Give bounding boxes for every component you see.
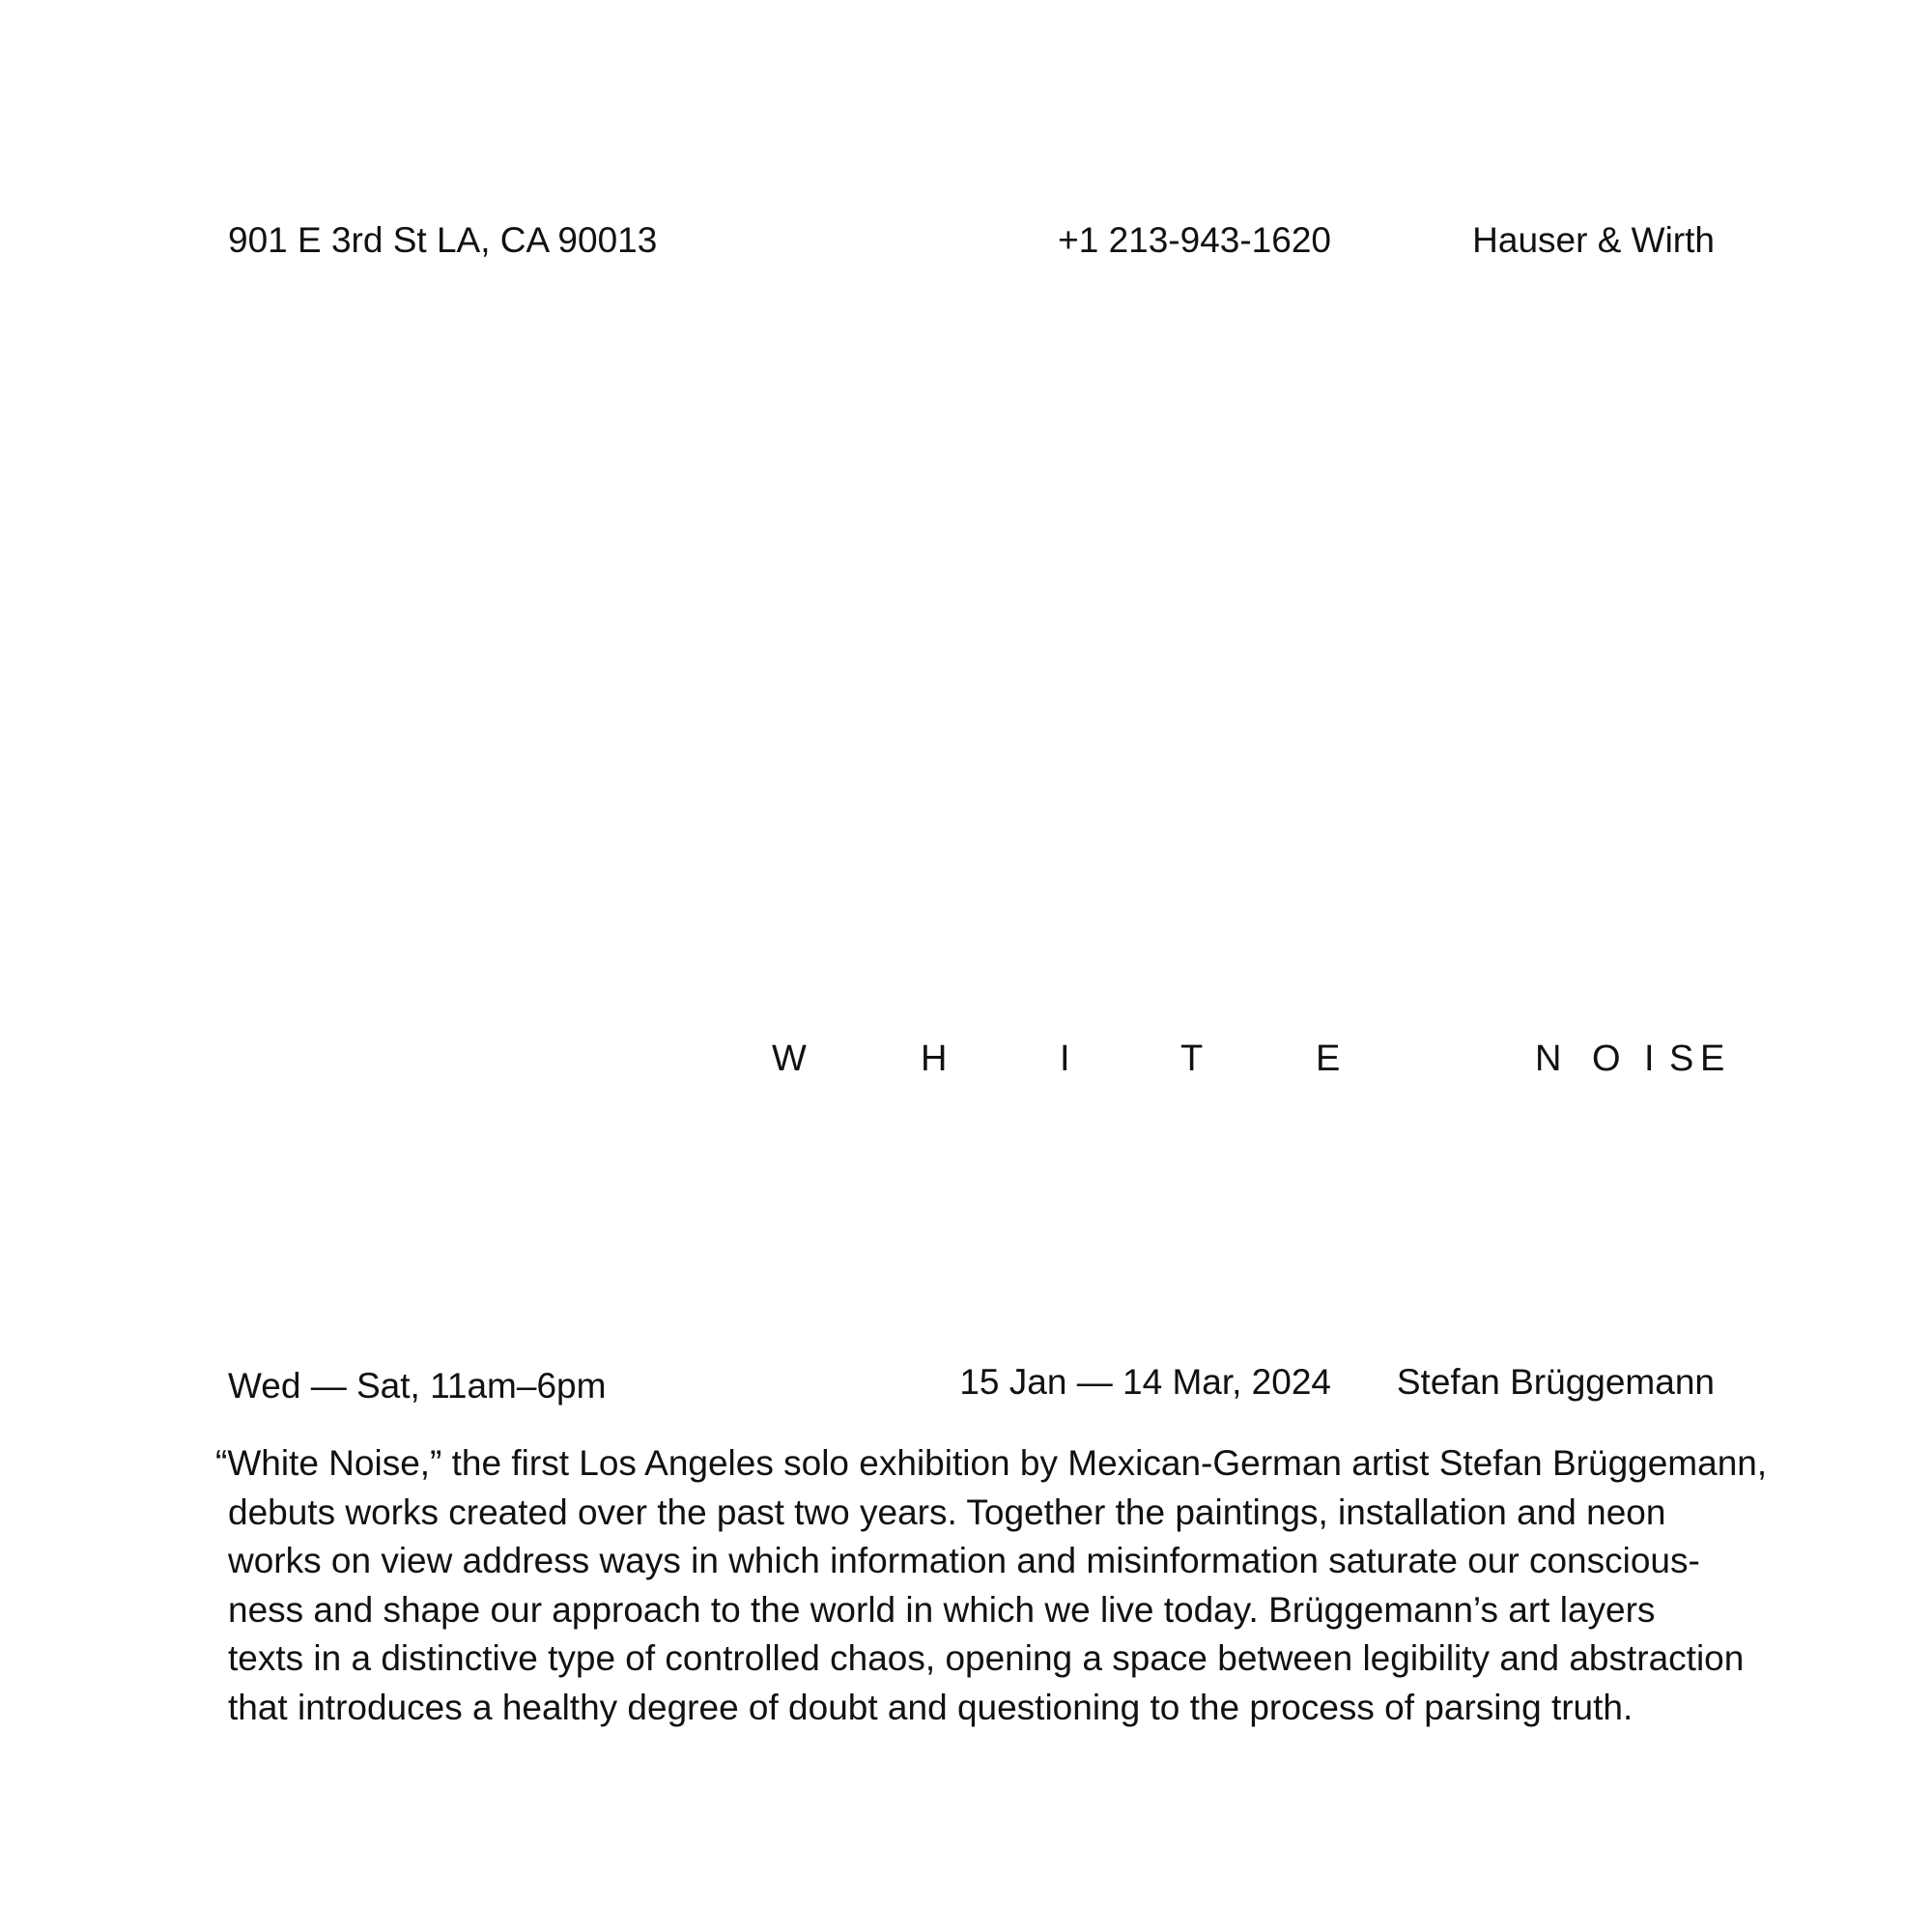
- description-line: works on view address ways in which information and misinformation saturate our conscious-: [228, 1541, 1700, 1580]
- title-letter: T: [1180, 1038, 1204, 1079]
- artist-name: Stefan Brüggemann: [1396, 1362, 1715, 1402]
- description-line: texts in a distinctive type of controlled chaos, opening a space between legibility and abstraction: [228, 1638, 1745, 1678]
- title-letter: O: [1592, 1038, 1621, 1079]
- title-letter: E: [1700, 1038, 1725, 1079]
- exhibition-description: [215, 1439, 1768, 1732]
- exhibition-dates: 15 Jan — 14 Mar, 2024: [959, 1362, 1331, 1402]
- title-letter: I: [1644, 1038, 1655, 1079]
- gallery-phone: +1 213-943-1620: [1058, 220, 1331, 260]
- title-letter: S: [1669, 1038, 1694, 1079]
- description-line: that introduces a healthy degree of doubt and questioning to the process of parsing truth.: [228, 1687, 1634, 1727]
- title-letter: N: [1535, 1038, 1562, 1079]
- description-line: ness and shape our approach to the world in which we live today. Brüggemann’s art layers: [228, 1589, 1656, 1630]
- description-line: debuts works created over the past two years. Together the paintings, installation and neon: [228, 1492, 1666, 1532]
- opening-hours: Wed — Sat, 11am–6pm: [228, 1366, 607, 1406]
- title-letter: W: [772, 1038, 807, 1079]
- title-letter: H: [921, 1038, 948, 1079]
- title-letter: I: [1060, 1038, 1070, 1079]
- description-line: “White Noise,” the first Los Angeles solo exhibition by Mexican-German artist Stefan Brüggemann,: [215, 1443, 1768, 1483]
- gallery-name: Hauser & Wirth: [1472, 220, 1715, 260]
- gallery-address: 901 E 3rd St LA, CA 90013: [228, 220, 658, 260]
- title-letter: E: [1316, 1038, 1341, 1079]
